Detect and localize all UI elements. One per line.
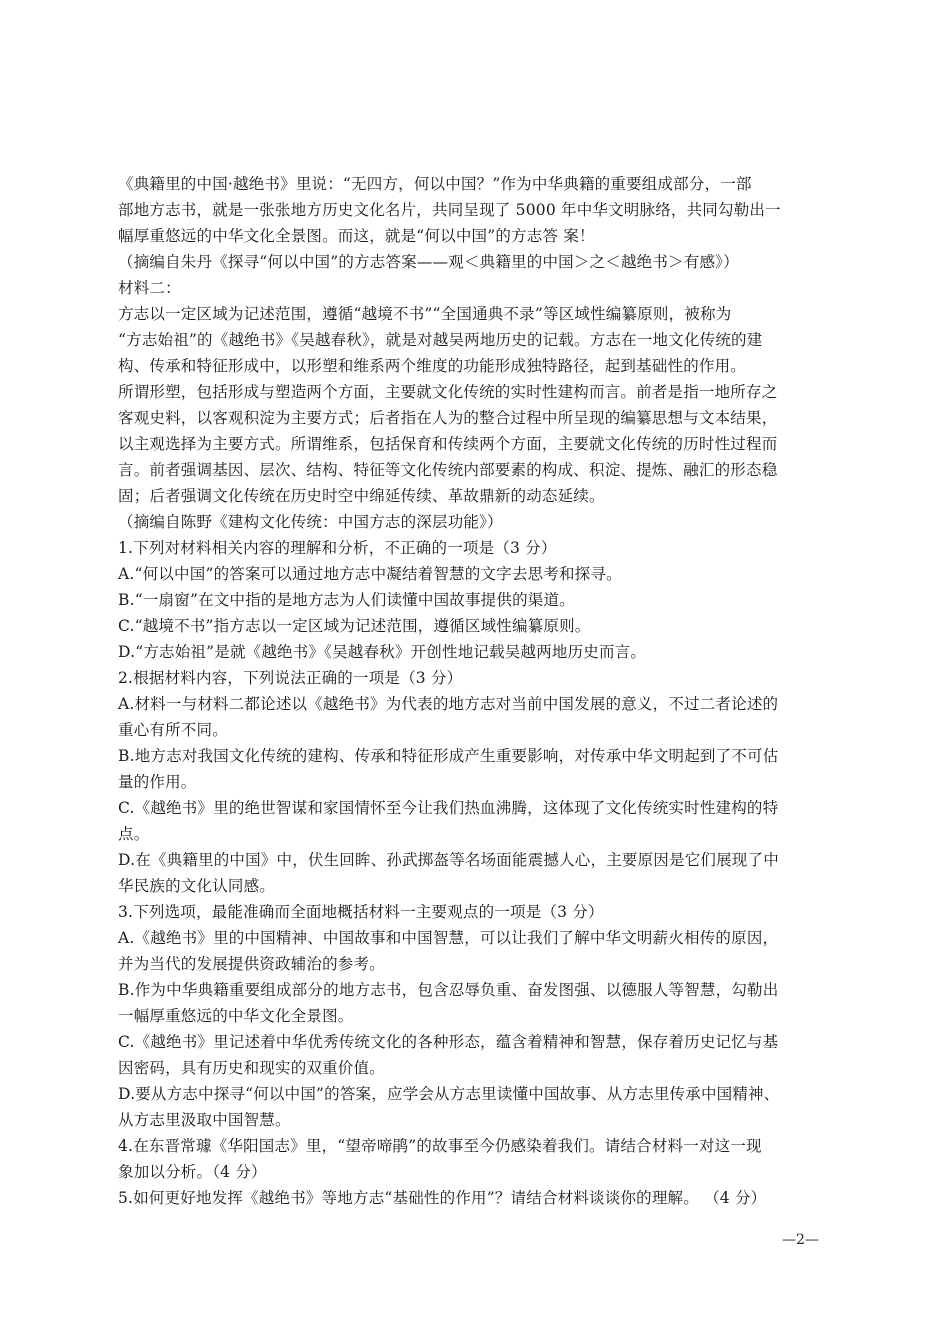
answer-option: 华民族的文化认同感。 <box>118 877 276 895</box>
answer-option: C.《越绝书》里记述着中华优秀传统文化的各种形态，蕴含着精神和智慧，保存着历史记忆与基 <box>118 1033 779 1051</box>
source-citation: （摘编自朱丹《探寻“何以中国”的方志答案——观＜典籍里的中国＞之＜越绝书＞有感》） <box>118 253 739 271</box>
answer-option: D.“方志始祖”是就《越绝书》《吴越春秋》开创性地记载吴越两地历史而言。 <box>118 643 647 661</box>
question-stem: 4.在东晋常璩《华阳国志》里，“望帝啼鹃”的故事至今仍感染着我们。请结合材料一对这一现 <box>118 1137 762 1155</box>
answer-option: 点。 <box>118 825 150 843</box>
answer-option: 并为当代的发展提供资政辅治的参考。 <box>118 955 385 973</box>
answer-option: 量的作用。 <box>118 773 197 791</box>
text-line: 所谓形塑，包括形成与塑造两个方面，主要就文化传统的实时性建构而言。前者是指一地所存之 <box>118 383 778 401</box>
question-stem: 3.下列选项，最能准确而全面地概括材料一主要观点的一项是（3 分） <box>118 903 604 921</box>
answer-option: B.“一扇窗”在文中指的是地方志为人们读懂中国故事提供的渠道。 <box>118 591 575 609</box>
question-stem: 2.根据材料内容，下列说法正确的一项是（3 分） <box>118 669 463 687</box>
section-heading: 材料二： <box>118 279 181 297</box>
text-line: “方志始祖”的《越绝书》《吴越春秋》，就是对越吴两地历史的记载。方志在一地文化传统的建 <box>118 331 763 349</box>
question-stem: 象加以分析。（4 分） <box>118 1163 267 1181</box>
answer-option: B.作为中华典籍重要组成部分的地方志书，包含忍辱负重、奋发图强、以德服人等智慧，勾勒出 <box>118 981 779 999</box>
answer-option: C.“越境不书”指方志以一定区域为记述范围，遵循区域性编纂原则。 <box>118 617 591 635</box>
answer-option: 从方志里汲取中国智慧。 <box>118 1111 291 1129</box>
document-body <box>118 171 838 1211</box>
answer-option: D.在《典籍里的中国》中，伏生回眸、孙武掷盔等名场面能震撼人心，主要原因是它们展现了中 <box>118 851 779 869</box>
question-stem: 1.下列对材料相关内容的理解和分析，不正确的一项是（3 分） <box>118 539 557 557</box>
text-line: 固；后者强调文化传统在历史时空中绵延传续、革故鼎新的动态延续。 <box>118 487 605 505</box>
page-number: —2— <box>782 1232 819 1248</box>
answer-option: 一幅厚重悠远的中华文化全景图。 <box>118 1007 354 1025</box>
answer-option: B.地方志对我国文化传统的建构、传承和特征形成产生重要影响，对传承中华文明起到了不可估 <box>118 747 779 765</box>
answer-option: D.要从方志中探寻“何以中国”的答案，应学会从方志里读懂中国故事、从方志里传承中国精神、 <box>118 1085 780 1103</box>
source-citation: （摘编自陈野《建构文化传统：中国方志的深层功能》） <box>118 513 503 531</box>
text-line: 《典籍里的中国·越绝书》里说：“无四方，何以中国？”作为中华典籍的重要组成部分，一部 <box>118 175 752 193</box>
question-stem: 5.如何更好地发挥《越绝书》等地方志“基础性的作用”？请结合材料谈谈你的理解。 （4 分） <box>118 1189 767 1207</box>
text-line: 幅厚重悠远的中华文化全景图。而这，就是“何以中国”的方志答 案！ <box>118 227 595 245</box>
text-line: 部地方志书，就是一张张地方历史文化名片，共同呈现了 5000 年中华文明脉络，共同勾勒出一 <box>118 201 781 219</box>
answer-option: A.《越绝书》里的中国精神、中国故事和中国智慧，可以让我们了解中华文明薪火相传的原因， <box>118 929 779 947</box>
text-line: 方志以一定区域为记述范围，遵循“越境不书”“全国通典不录”等区域性编纂原则，被称为 <box>118 305 732 323</box>
answer-option: A.材料一与材料二都论述以《越绝书》为代表的地方志对当前中国发展的意义，不过二者论述的 <box>118 695 779 713</box>
answer-option: 因密码，具有历史和现实的双重价值。 <box>118 1059 385 1077</box>
text-line: 以主观选择为主要方式。所谓维系，包括保育和传续两个方面，主要就文化传统的历时性过程而 <box>118 435 778 453</box>
answer-option: 重心有所不同。 <box>118 721 228 739</box>
answer-option: A.“何以中国”的答案可以通过地方志中凝结着智慧的文字去思考和探寻。 <box>118 565 622 583</box>
text-line: 言。前者强调基因、层次、结构、特征等文化传统内部要素的构成、积淀、提炼、融汇的形态稳 <box>118 461 778 479</box>
text-line: 构、传承和特征形成中，以形塑和维系两个维度的功能形成独特路径，起到基础性的作用。 <box>118 357 747 375</box>
answer-option: C.《越绝书》里的绝世智谋和家国情怀至今让我们热血沸腾，这体现了文化传统实时性建构的特 <box>118 799 779 817</box>
text-line: 客观史料，以客观积淀为主要方式；后者指在人为的整合过程中所呈现的编纂思想与文本结果， <box>118 409 778 427</box>
